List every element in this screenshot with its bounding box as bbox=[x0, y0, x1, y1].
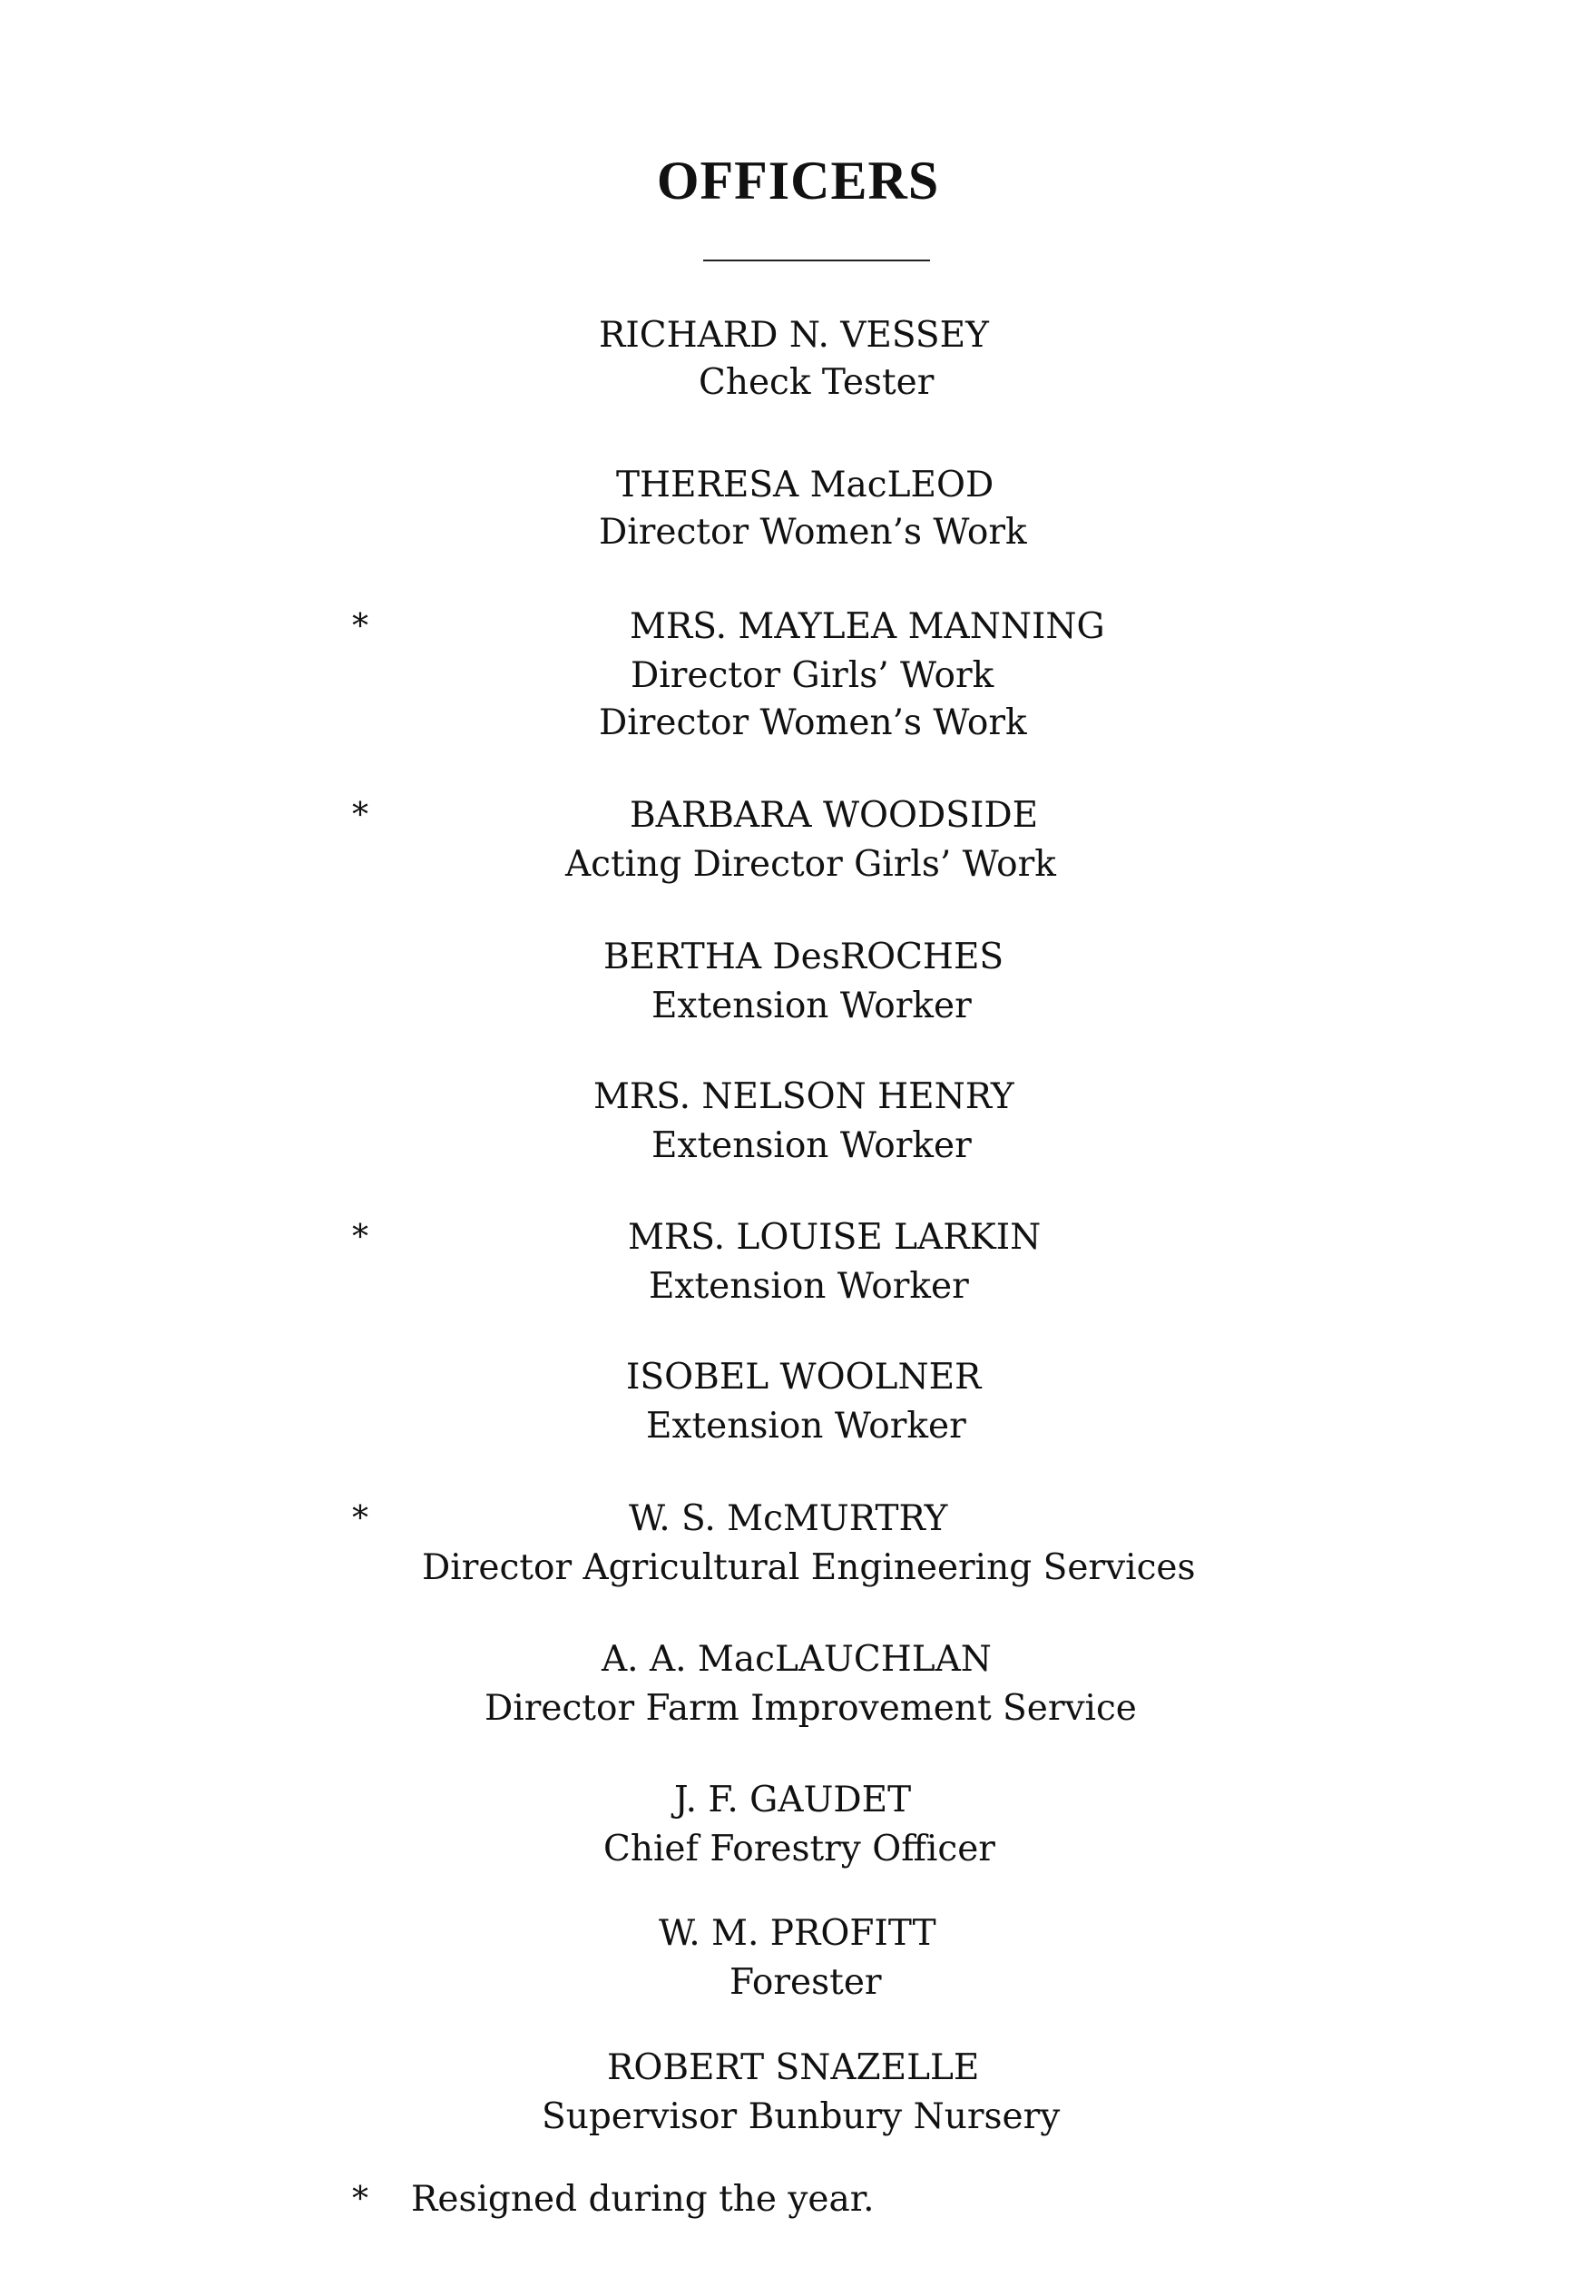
officer-name: A. A. MacLAUCHLAN bbox=[602, 1639, 992, 1680]
officer-title: Director Farm Improvement Service bbox=[485, 1688, 1137, 1729]
resigned-asterisk: * bbox=[352, 608, 368, 645]
title-divider bbox=[703, 260, 930, 261]
officer-title: Director Agricultural Engineering Services bbox=[422, 1547, 1196, 1588]
resigned-asterisk: * bbox=[352, 797, 368, 834]
officer-title: Director Girls’ Work bbox=[631, 655, 994, 696]
officer-title: Director Women’s Work bbox=[599, 702, 1027, 743]
officer-name: ROBERT SNAZELLE bbox=[607, 2047, 980, 2088]
officer-title: Extension Worker bbox=[651, 1125, 972, 1166]
officer-title: Check Tester bbox=[699, 362, 935, 403]
officer-name: W. M. PROFITT bbox=[659, 1913, 936, 1954]
officer-name: THERESA MacLEOD bbox=[616, 465, 994, 505]
officer-name: J. F. GAUDET bbox=[674, 1780, 912, 1820]
officer-name: MRS. LOUISE LARKIN bbox=[628, 1217, 1042, 1258]
officer-title: Chief Forestry Officer bbox=[603, 1829, 995, 1869]
officer-title: Director Women’s Work bbox=[599, 512, 1027, 553]
officer-name: MRS. MAYLEA MANNING bbox=[630, 606, 1105, 647]
officer-name: MRS. NELSON HENRY bbox=[593, 1076, 1014, 1117]
officer-title: Extension Worker bbox=[646, 1406, 966, 1447]
officer-title: Acting Director Girls’ Work bbox=[565, 844, 1056, 885]
officer-name: BARBARA WOODSIDE bbox=[630, 795, 1039, 836]
officer-name: W. S. McMURTRY bbox=[629, 1498, 948, 1539]
officer-title: Supervisor Bunbury Nursery bbox=[542, 2096, 1061, 2137]
page-title: OFFICERS bbox=[656, 151, 940, 211]
resigned-asterisk: * bbox=[352, 1500, 368, 1537]
footnote-text: Resigned during the year. bbox=[411, 2179, 875, 2220]
officer-name: RICHARD N. VESSEY bbox=[599, 315, 989, 356]
officer-title: Extension Worker bbox=[651, 986, 972, 1026]
officer-title: Extension Worker bbox=[649, 1266, 969, 1307]
officer-name: BERTHA DesROCHES bbox=[603, 937, 1004, 977]
officer-name: ISOBEL WOOLNER bbox=[626, 1357, 982, 1398]
footnote-asterisk: * bbox=[352, 2181, 368, 2218]
resigned-asterisk: * bbox=[352, 1219, 368, 1256]
officer-title: Forester bbox=[729, 1962, 882, 2003]
